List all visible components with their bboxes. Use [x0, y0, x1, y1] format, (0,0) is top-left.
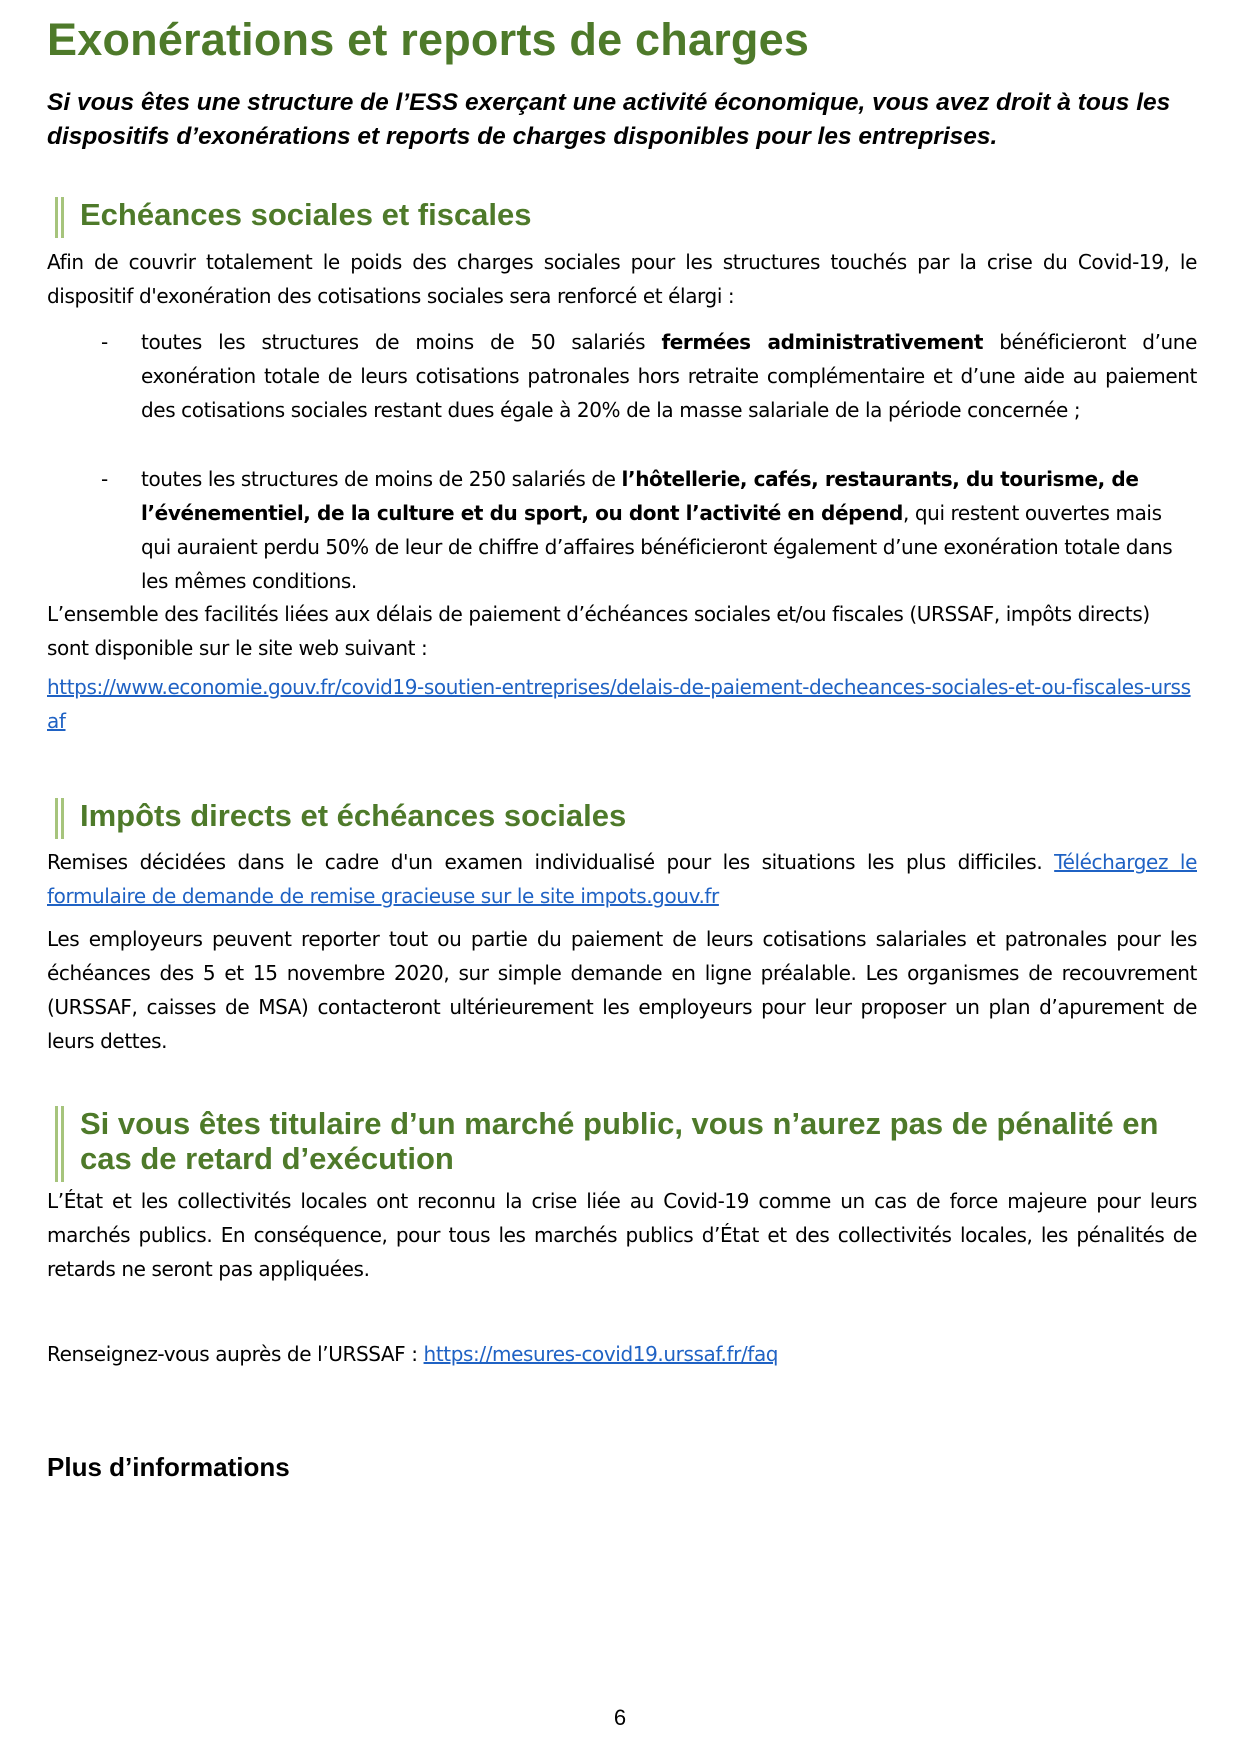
bullet-text [141, 462, 1197, 598]
bullet-text-start: toutes les structures de moins de 250 salariés de [141, 467, 622, 491]
more-info-paragraph [47, 1337, 1197, 1371]
intro-text: Si vous êtes une structure de l’ESS exerçant une activité économique, vous avez droit à tous les dispositifs d’exonérations et reports de charges disponibles pour les entreprises. [47, 89, 1171, 150]
section-heading-label: Si vous êtes titulaire d’un marché public, vous n’aurez pas de pénalité en cas de retard d’exécution [80, 1106, 1159, 1176]
heading-accent-bar [55, 1106, 66, 1176]
page-title: Exonérations et reports de charges [47, 14, 810, 65]
heading-accent-bar [55, 197, 66, 232]
remise-gracieuse-link[interactable]: Téléchargez le formulaire de demande de remise gracieuse sur le site impots.gouv.fr [47, 850, 1197, 908]
bullet-dash: - [101, 467, 108, 491]
section1-paragraph-1: Afin de couvrir totalement le poids des charges sociales pour les structures touchés par la crise du Covid-19, le dispositif d'exonération des cotisations sociales sera renforcé et élargi : [47, 250, 1197, 308]
urssaf-faq-link[interactable]: https://mesures-covid19.urssaf.fr/faq [423, 1342, 779, 1366]
bullet-dash: - [101, 330, 108, 354]
section-heading-marche-public [55, 1106, 1200, 1176]
section1-link-paragraph [47, 670, 1197, 738]
list-item [47, 462, 1197, 598]
bullet-text-start: toutes les structures de moins de 50 salariés [141, 330, 662, 354]
bullet-bold-text: l’hôtellerie, cafés, restaurants, du tourisme, de l’événementiel, de la culture et du sport, ou dont l’activité en dépend [141, 467, 1139, 525]
section-heading-impots [55, 798, 626, 833]
heading-accent-bar [55, 798, 66, 833]
more-info-text: Renseignez-vous auprès de l’URSSAF : [47, 1342, 424, 1366]
section2-paragraph-2: Les employeurs peuvent reporter tout ou partie du paiement de leurs cotisations salariales et patronales pour les échéances des 5 et 15 novembre 2020, sur simple demande en ligne préalable. Les organismes de recouvrement (URSSAF, caisses de MSA) contacteront ultérieurement les employeurs pour leur proposer un plan d’apurement de leurs dettes. [47, 927, 1197, 1053]
page-number: 6 [613, 1705, 627, 1730]
section2-paragraph-1-text: Remises décidées dans le cadre d'un examen individualisé pour les situations les plus difficiles. [47, 850, 1055, 874]
section-heading-label: Impôts directs et échéances sociales [80, 798, 627, 833]
bullet-text [141, 325, 1197, 427]
economie-gouv-link[interactable]: https://www.economie.gouv.fr/covid19-soutien-entreprises/delais-de-paiement-decheances-sociales-et-ou-fiscales-urssaf [47, 675, 1191, 733]
section-heading-echeances [55, 197, 532, 232]
section2-paragraph-1 [47, 845, 1197, 913]
list-item [47, 325, 1197, 461]
bullet-bold-text: fermées administrativement [661, 330, 983, 354]
bullet-text-end: bénéficieront d’une exonération totale de leurs cotisations patronales hors retraite complémentaire et d’une aide au paiement des cotisations sociales restant dues égale à 20% de la masse salariale de la période concernée ; [141, 330, 1197, 422]
section3-paragraph-1: L’État et les collectivités locales ont reconnu la crise liée au Covid-19 comme un cas de force majeure pour leurs marchés publics. En conséquence, pour tous les marchés publics d’État et des collectivités locales, les pénalités de retards ne seront pas appliquées. [47, 1189, 1197, 1281]
more-info-heading: Plus d’informations [47, 1452, 290, 1482]
section-heading-label: Echéances sociales et fiscales [80, 197, 532, 232]
section1-paragraph-2: L’ensemble des facilités liées aux délais de paiement d’échéances sociales et/ou fiscales (URSSAF, impôts directs) sont disponible sur le site web suivant : [47, 602, 1150, 660]
bullet-text-end: , qui restent ouvertes mais qui auraient perdu 50% de leur de chiffre d’affaires bénéficieront également d’une exonération totale dans les mêmes conditions. [141, 501, 1173, 593]
